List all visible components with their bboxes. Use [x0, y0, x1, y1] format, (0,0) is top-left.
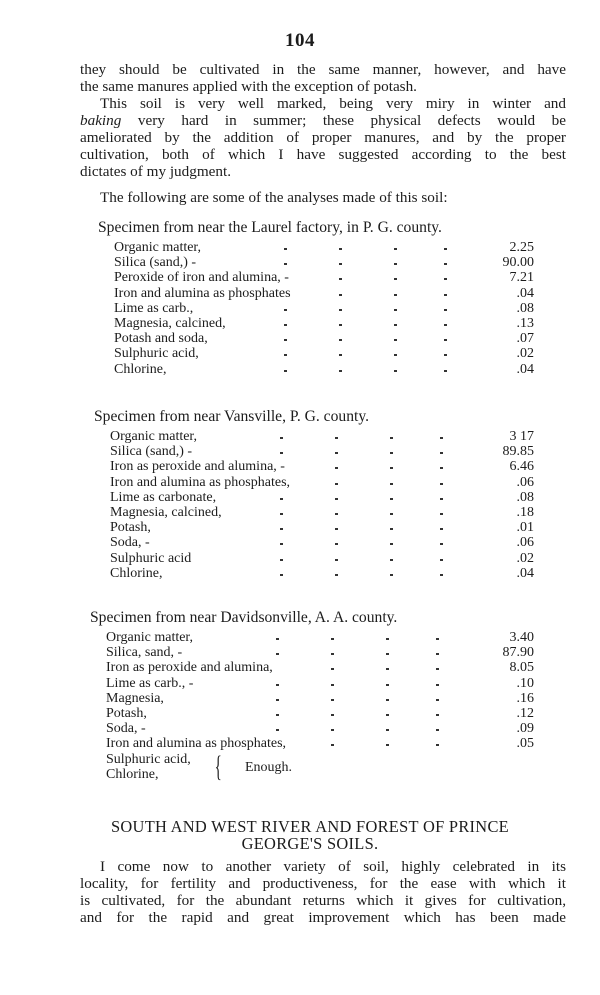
dot-leader [284, 370, 287, 372]
dot-leader [331, 699, 334, 701]
row-label: Soda, - [110, 535, 150, 551]
text-line: locality, for fertility and productiveness, for the ease with which it [80, 875, 566, 892]
row-label: Chlorine, [110, 565, 163, 581]
row-label: Peroxide of iron and alumina, - [114, 270, 289, 286]
dot-leader [394, 294, 397, 296]
row-label: Soda, - [106, 721, 146, 737]
analysis-row [110, 429, 534, 444]
dot-leader [386, 729, 389, 731]
dot-leader [436, 668, 439, 670]
analysis-row [110, 490, 534, 505]
dot-leader [394, 339, 397, 341]
row-label: Iron as peroxide and alumina, [106, 660, 273, 676]
row-label: Potash, [106, 705, 147, 721]
dot-leader [280, 452, 283, 454]
dot-leader [335, 483, 338, 485]
row-value: .02 [516, 550, 534, 566]
analysis-row [110, 566, 534, 581]
dot-leader [339, 354, 342, 356]
dot-leader [436, 729, 439, 731]
row-label: Silica (sand,) - [114, 255, 197, 271]
dot-leader [436, 714, 439, 716]
dot-leader [436, 684, 439, 686]
row-value: .04 [516, 285, 534, 301]
dot-leader [331, 744, 334, 746]
dot-leader [280, 437, 283, 439]
row-label: Magnesia, calcined, [110, 504, 222, 520]
row-label: Chlorine, [114, 361, 167, 377]
dot-leader [280, 528, 283, 530]
dot-leader [390, 543, 393, 545]
brace-note: Enough. [245, 760, 293, 775]
row-label: Magnesia, calcined, [114, 315, 226, 331]
dot-leader [386, 638, 389, 640]
row-label: Magnesia, [106, 690, 164, 706]
row-value: .01 [516, 520, 534, 536]
text-span: very hard in summer; these physical defects would be [121, 112, 566, 129]
row-label: Sulphuric acid, [106, 752, 191, 767]
dot-leader [386, 699, 389, 701]
dot-leader [440, 513, 443, 515]
dot-leader [390, 498, 393, 500]
row-value: 3 17 [509, 429, 534, 444]
specimen-title: Specimen from near Vansville, P. G. county. [94, 408, 370, 425]
analysis-row [114, 255, 534, 270]
dot-leader [440, 483, 443, 485]
dot-leader [280, 498, 283, 500]
dot-leader [386, 653, 389, 655]
dot-leader [284, 263, 287, 265]
dot-leader [440, 467, 443, 469]
row-value: 3.40 [509, 630, 534, 645]
analysis-row [106, 645, 534, 660]
dot-leader [331, 668, 334, 670]
row-label: Silica (sand,) - [110, 444, 193, 460]
row-value: .05 [516, 736, 534, 752]
row-value: 2.25 [509, 240, 534, 255]
analysis-row [110, 535, 534, 550]
row-value: 89.85 [502, 444, 534, 460]
dot-leader [436, 653, 439, 655]
italic-word: baking [80, 112, 122, 129]
analysis-row [114, 316, 534, 331]
dot-leader [339, 339, 342, 341]
dot-leader [276, 638, 279, 640]
analysis-row [106, 676, 534, 691]
analysis-row [114, 286, 534, 301]
row-label: Iron and alumina as phosphates [114, 285, 291, 301]
text-line: they should be cultivated in the same manner, however, and have [80, 61, 566, 78]
row-value: .06 [516, 474, 534, 490]
brace-group [106, 752, 406, 782]
row-value: 8.05 [509, 660, 534, 676]
dot-leader [394, 370, 397, 372]
dot-leader [284, 309, 287, 311]
dot-leader [444, 278, 447, 280]
dot-leader [331, 638, 334, 640]
analysis-row [106, 691, 534, 706]
row-label: Lime as carb., - [106, 675, 194, 691]
text-line: dictates of my judgment. [80, 163, 231, 180]
analysis-row [110, 505, 534, 520]
dot-leader [331, 684, 334, 686]
row-value: .16 [516, 690, 534, 706]
row-value: .02 [516, 346, 534, 362]
dot-leader [444, 354, 447, 356]
dot-leader [276, 729, 279, 731]
row-label: Sulphuric acid [110, 550, 192, 566]
analyses-intro: The following are some of the analyses made of this soil: [100, 189, 448, 206]
dot-leader [335, 467, 338, 469]
dot-leader [280, 559, 283, 561]
dot-leader [390, 574, 393, 576]
heading-line: SOUTH AND WEST RIVER AND FOREST OF PRINCE [111, 817, 509, 836]
analysis-row [110, 475, 534, 490]
row-value: 90.00 [502, 255, 534, 271]
row-value: 7.21 [509, 270, 534, 286]
dot-leader [390, 483, 393, 485]
dot-leader [331, 653, 334, 655]
dot-leader [339, 294, 342, 296]
dot-leader [440, 559, 443, 561]
text-line: This soil is very well marked, being very miry in winter and [100, 95, 566, 112]
dot-leader [394, 248, 397, 250]
analysis-row [110, 520, 534, 535]
dot-leader [335, 513, 338, 515]
dot-leader [280, 543, 283, 545]
row-value: .08 [516, 300, 534, 316]
dot-leader [280, 513, 283, 515]
page-number: 104 [285, 30, 315, 51]
text-line: cultivation, both of which I have suggested according to the best [80, 146, 566, 163]
text-line: ameliorated by the addition of proper manures, and by the proper [80, 129, 566, 146]
row-label: Lime as carb., [114, 300, 194, 316]
dot-leader [284, 324, 287, 326]
row-label: Potash, [110, 520, 151, 536]
dot-leader [436, 699, 439, 701]
analysis-table [106, 630, 534, 752]
dot-leader [436, 744, 439, 746]
row-label: Potash and soda, [114, 331, 208, 347]
dot-leader [386, 684, 389, 686]
analysis-row [106, 630, 534, 645]
dot-leader [444, 324, 447, 326]
row-label: Organic matter, [110, 429, 198, 444]
dot-leader [394, 354, 397, 356]
analysis-row [106, 721, 534, 736]
dot-leader [444, 248, 447, 250]
dot-leader [339, 309, 342, 311]
dot-leader [386, 668, 389, 670]
dot-leader [335, 543, 338, 545]
row-label: Iron and alumina as phosphates, [106, 736, 287, 752]
dot-leader [386, 744, 389, 746]
row-value: .10 [516, 675, 534, 691]
dot-leader [339, 370, 342, 372]
row-value: .09 [516, 721, 534, 737]
dot-leader [436, 638, 439, 640]
dot-leader [440, 543, 443, 545]
row-value: .07 [516, 331, 534, 347]
analysis-row [114, 240, 534, 255]
dot-leader [335, 452, 338, 454]
dot-leader [394, 309, 397, 311]
analysis-row [110, 551, 534, 566]
dot-leader [276, 684, 279, 686]
dot-leader [276, 699, 279, 701]
text-line: I come now to another variety of soil, highly celebrated in its [100, 858, 566, 875]
analysis-row [106, 706, 534, 721]
row-label: Organic matter, [106, 630, 194, 645]
text-line [80, 113, 566, 129]
dot-leader [280, 574, 283, 576]
analysis-row [114, 362, 534, 377]
dot-leader [386, 714, 389, 716]
dot-leader [440, 452, 443, 454]
row-label: Lime as carbonate, [110, 489, 217, 505]
dot-leader [339, 248, 342, 250]
analysis-table [114, 240, 534, 377]
dot-leader [390, 467, 393, 469]
row-value: .12 [516, 705, 534, 721]
dot-leader [440, 528, 443, 530]
dot-leader [444, 294, 447, 296]
dot-leader [440, 498, 443, 500]
row-label: Silica, sand, - [106, 645, 183, 661]
text-line: the same manures applied with the exception of potash. [80, 78, 417, 95]
dot-leader [284, 339, 287, 341]
dot-leader [444, 309, 447, 311]
row-value: .18 [516, 504, 534, 520]
dot-leader [394, 324, 397, 326]
row-value: 87.90 [502, 645, 534, 661]
analysis-row [106, 736, 534, 751]
analysis-table [110, 429, 534, 581]
dot-leader [390, 437, 393, 439]
row-value: .13 [516, 315, 534, 331]
text-line: is cultivated, for the abundant returns which it gives for cultivation, [80, 892, 566, 909]
dot-leader [444, 263, 447, 265]
analysis-row [110, 444, 534, 459]
dot-leader [335, 559, 338, 561]
section-heading [60, 818, 560, 852]
analysis-row [106, 660, 534, 675]
dot-leader [440, 437, 443, 439]
analysis-row [110, 459, 534, 474]
dot-leader [394, 263, 397, 265]
dot-leader [335, 574, 338, 576]
analysis-row [114, 331, 534, 346]
dot-leader [440, 574, 443, 576]
dot-leader [284, 354, 287, 356]
row-label: Chlorine, [106, 767, 159, 783]
specimen-title: Specimen from near the Laurel factory, in P. G. county. [98, 219, 442, 236]
dot-leader [335, 437, 338, 439]
analysis-row [114, 301, 534, 316]
analysis-row [114, 270, 534, 285]
dot-leader [394, 278, 397, 280]
analysis-row [114, 346, 534, 361]
dot-leader [444, 370, 447, 372]
row-label: Organic matter, [114, 240, 202, 255]
row-value: 6.46 [509, 459, 534, 475]
text-line: and for the rapid and great improvement which has been made [80, 909, 566, 926]
dot-leader [390, 528, 393, 530]
dot-leader [276, 714, 279, 716]
row-value: .04 [516, 565, 534, 581]
row-label: Iron as peroxide and alumina, - [110, 459, 285, 475]
row-value: .04 [516, 361, 534, 377]
curly-brace-icon: { [214, 750, 222, 783]
dot-leader [331, 729, 334, 731]
heading-line: GEORGE'S SOILS. [241, 834, 379, 853]
dot-leader [276, 653, 279, 655]
row-label: Sulphuric acid, [114, 346, 199, 362]
dot-leader [390, 513, 393, 515]
dot-leader [335, 498, 338, 500]
dot-leader [331, 714, 334, 716]
dot-leader [335, 528, 338, 530]
specimen-title: Specimen from near Davidsonville, A. A. county. [90, 609, 398, 626]
dot-leader [390, 452, 393, 454]
dot-leader [390, 559, 393, 561]
row-label: Iron and alumina as phosphates, [110, 474, 291, 490]
dot-leader [339, 263, 342, 265]
dot-leader [444, 339, 447, 341]
dot-leader [284, 248, 287, 250]
row-value: .06 [516, 535, 534, 551]
row-value: .08 [516, 489, 534, 505]
dot-leader [339, 278, 342, 280]
dot-leader [339, 324, 342, 326]
